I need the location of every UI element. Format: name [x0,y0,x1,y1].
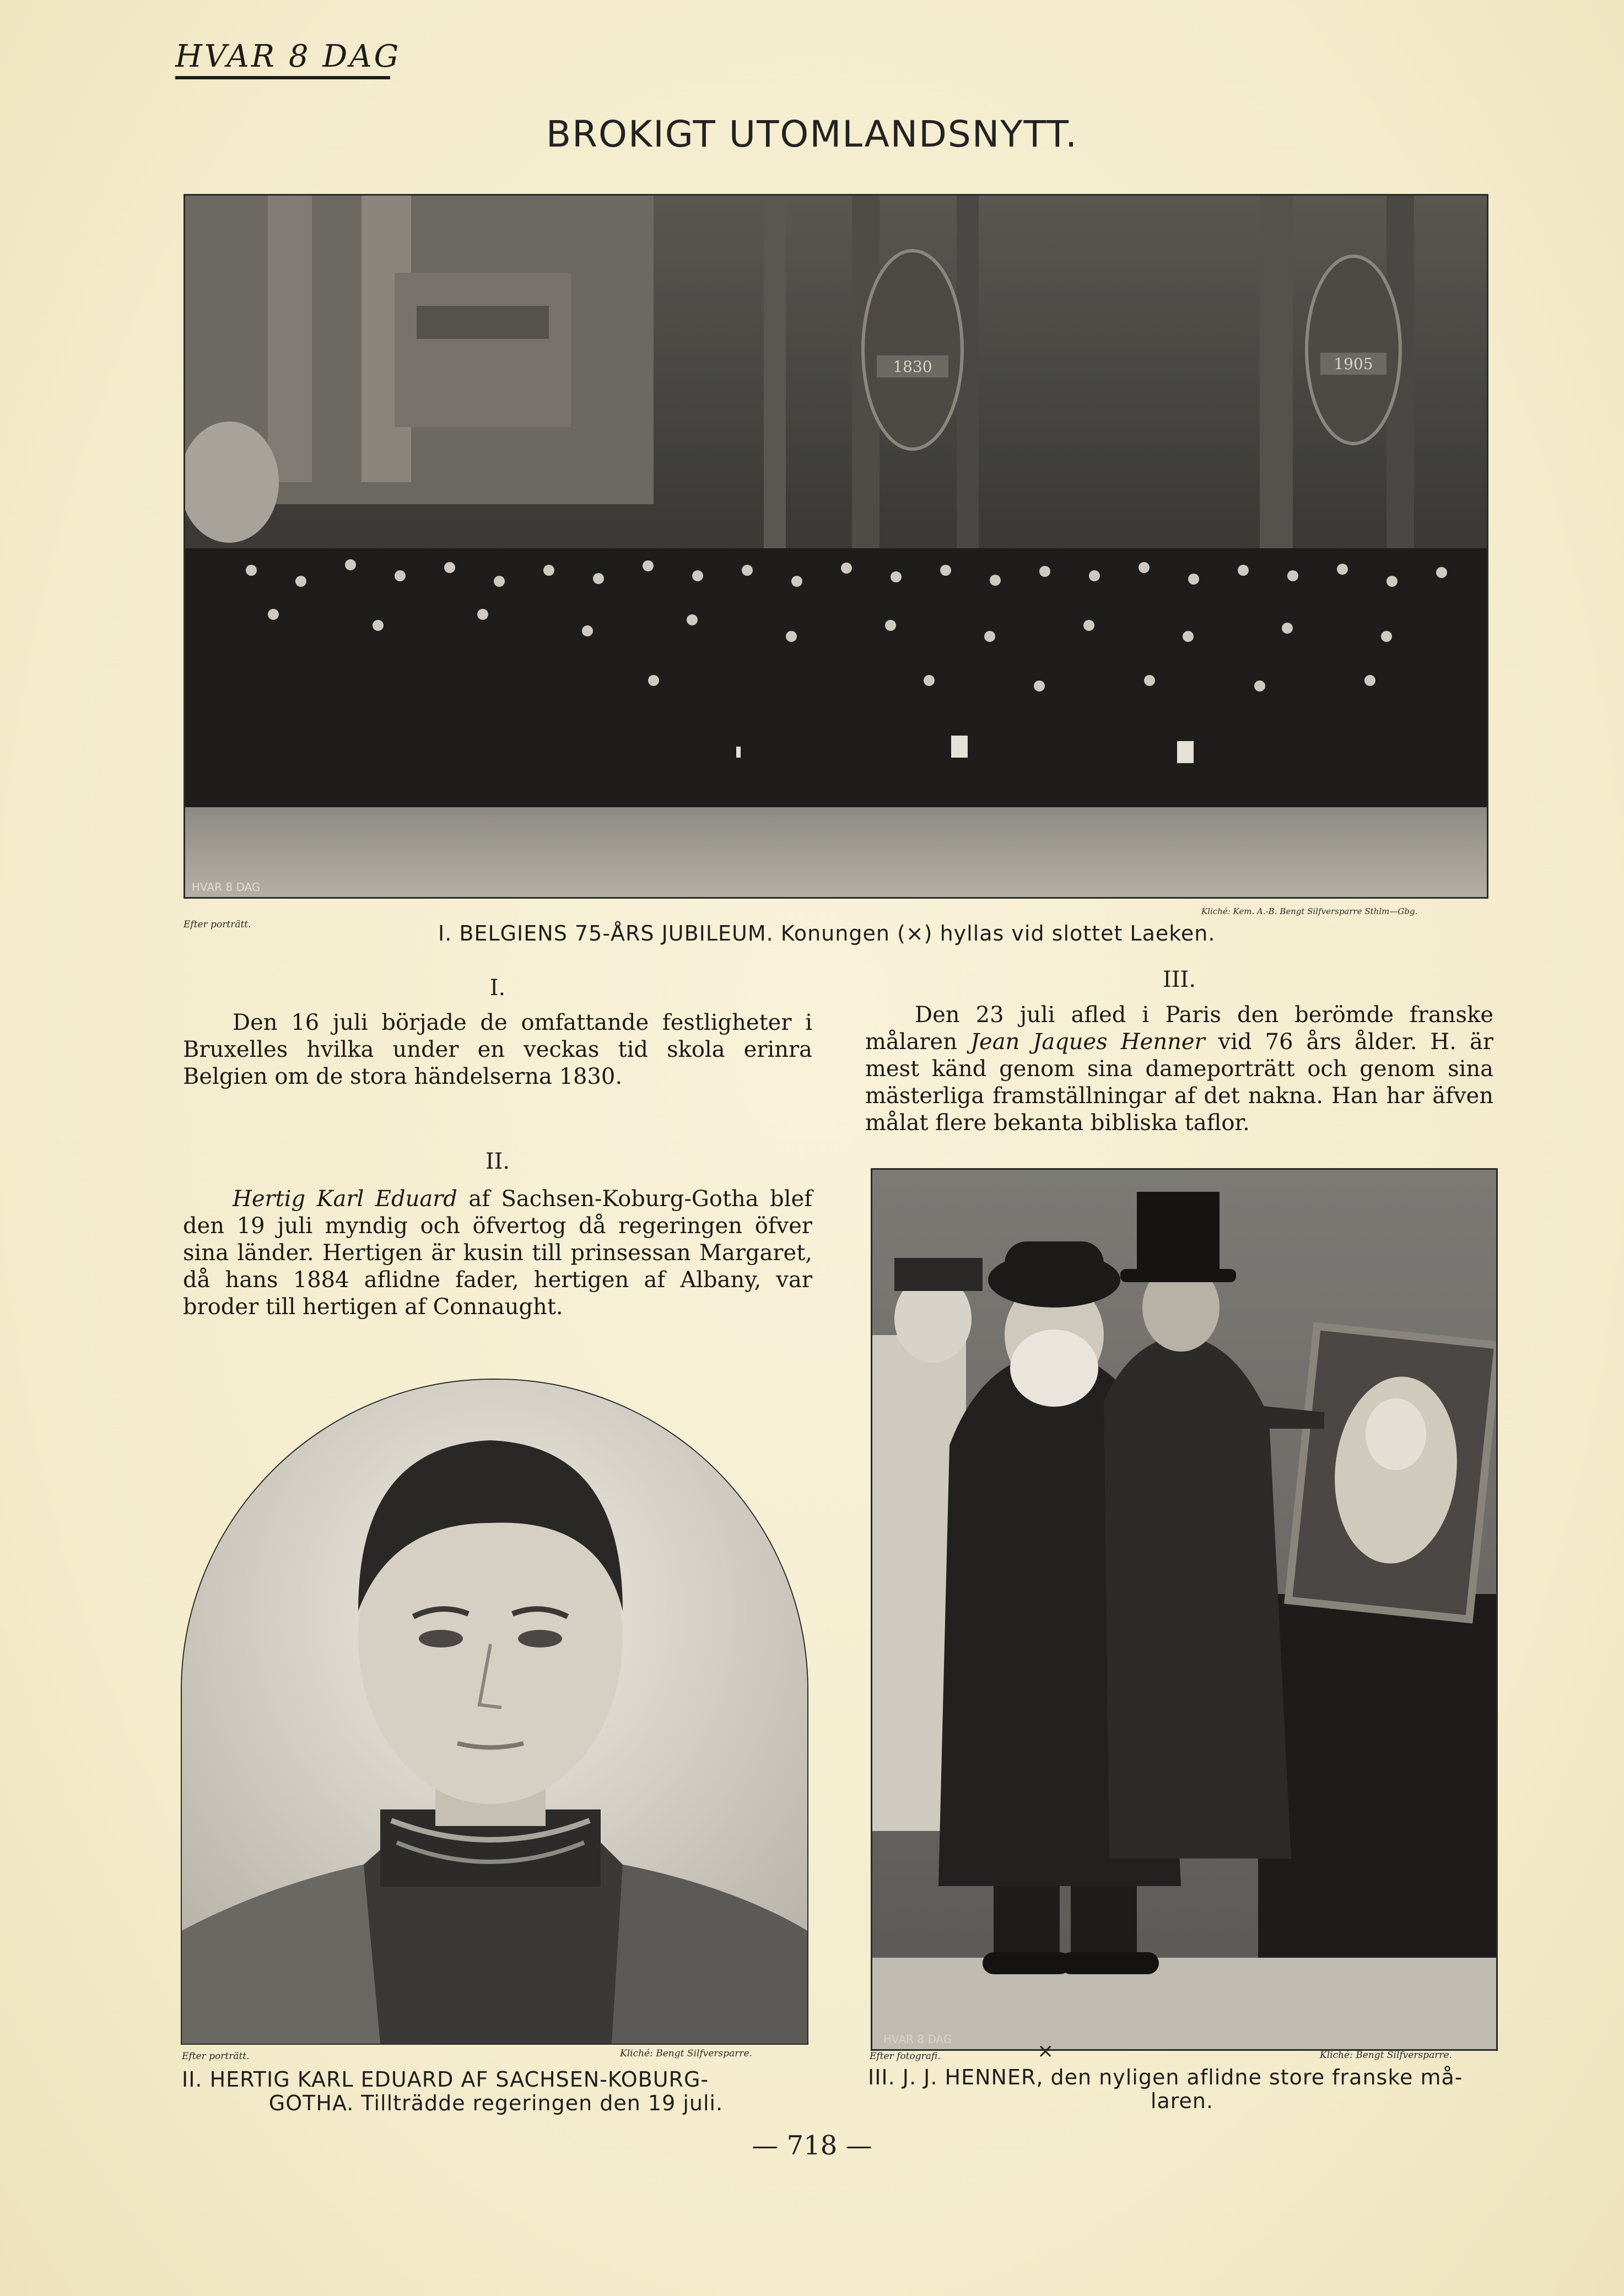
section-2-number: II. [485,1149,510,1174]
photo2-caption-line2: GOTHA. Tillträdde regeringen den 19 juli. [268,2091,724,2115]
photo3-credit-left: Efter fotografi. [870,2051,941,2062]
section-2-lead: Hertig Karl Eduard [233,1186,457,1212]
photo2-credit-left: Efter porträtt. [182,2051,250,2062]
photo1-date-right: 1905 [1334,355,1373,373]
photo3-caption-line2: laren. [1150,2089,1214,2113]
photo1-caption: I. BELGIENS 75-ÅRS JUBILEUM. Konungen (×) hyllas vid slottet Laeken. [438,921,1216,946]
photo1-credit-right: Kliché: Kem. A.-B. Bengt Silfversparre Sthlm—Gbg. [1201,906,1418,916]
section-1-number: I. [489,975,506,1001]
section-3-body-start: Den 23 juli afled i Paris den berömde franske målaren [865,1002,1493,1055]
photo3-mark: × [1037,2040,1054,2062]
photo-henner [871,1168,1498,2051]
page-number: — 718 — [752,2130,872,2161]
section-2-text [183,1186,812,1321]
photo-belgium-jubilee [184,194,1488,899]
photo1-credit-left: Efter porträtt. [184,919,251,930]
photo3-credit-right: Kliché: Bengt Silfversparre. [1320,2050,1452,2061]
photo-karl-eduard-image [182,1380,807,2044]
photo-belgium-jubilee-image [185,196,1487,897]
section-2-body: af Sachsen-Koburg-Gotha blef den 19 juli myndig och öfvertog då regeringen öfver sina länder. Hertigen är kusin till prinsessan Margaret, då hans 1884 aflidne fader, hertigen af Albany, var broder till hertigen af Connaught. [183,1186,812,1320]
section-1-text: Den 16 juli började de omfattande festligheter i Bruxelles hvilka under en veckas tid skola erinra Belgien om de stora händelserna 1830. [183,1010,812,1089]
running-head-rule [175,76,390,79]
photo1-date-left: 1830 [893,358,932,376]
photo-karl-eduard [181,1379,808,2045]
photo1-watermark: HVAR 8 DAG [192,880,261,894]
photo2-credit-right: Kliché: Bengt Silfversparre. [620,2048,752,2059]
section-3-text [865,1002,1493,1137]
photo-henner-image [872,1170,1496,2049]
page-title: BROKIGT UTOMLANDSNYTT. [546,113,1078,155]
section-3-lead: Jean Jaques Henner [970,1029,1205,1055]
section-3-number: III. [1162,967,1196,992]
photo2-caption-line1: II. HERTIG KARL EDUARD AF SACHSEN-KOBURG- [182,2067,709,2092]
photo3-watermark: HVAR 8 DAG [883,2033,952,2046]
section-3-body-end: vid 76 års ålder. H. är mest känd genom sina dameporträtt och genom sina mästerliga framställningar af det nakna. Han har äfven målat flere bekanta bibliska taflor. [865,1029,1493,1136]
photo3-caption-line1: III. J. J. HENNER, den nyligen aflidne store franske må- [868,2065,1463,2089]
running-head: HVAR 8 DAG [175,39,401,74]
